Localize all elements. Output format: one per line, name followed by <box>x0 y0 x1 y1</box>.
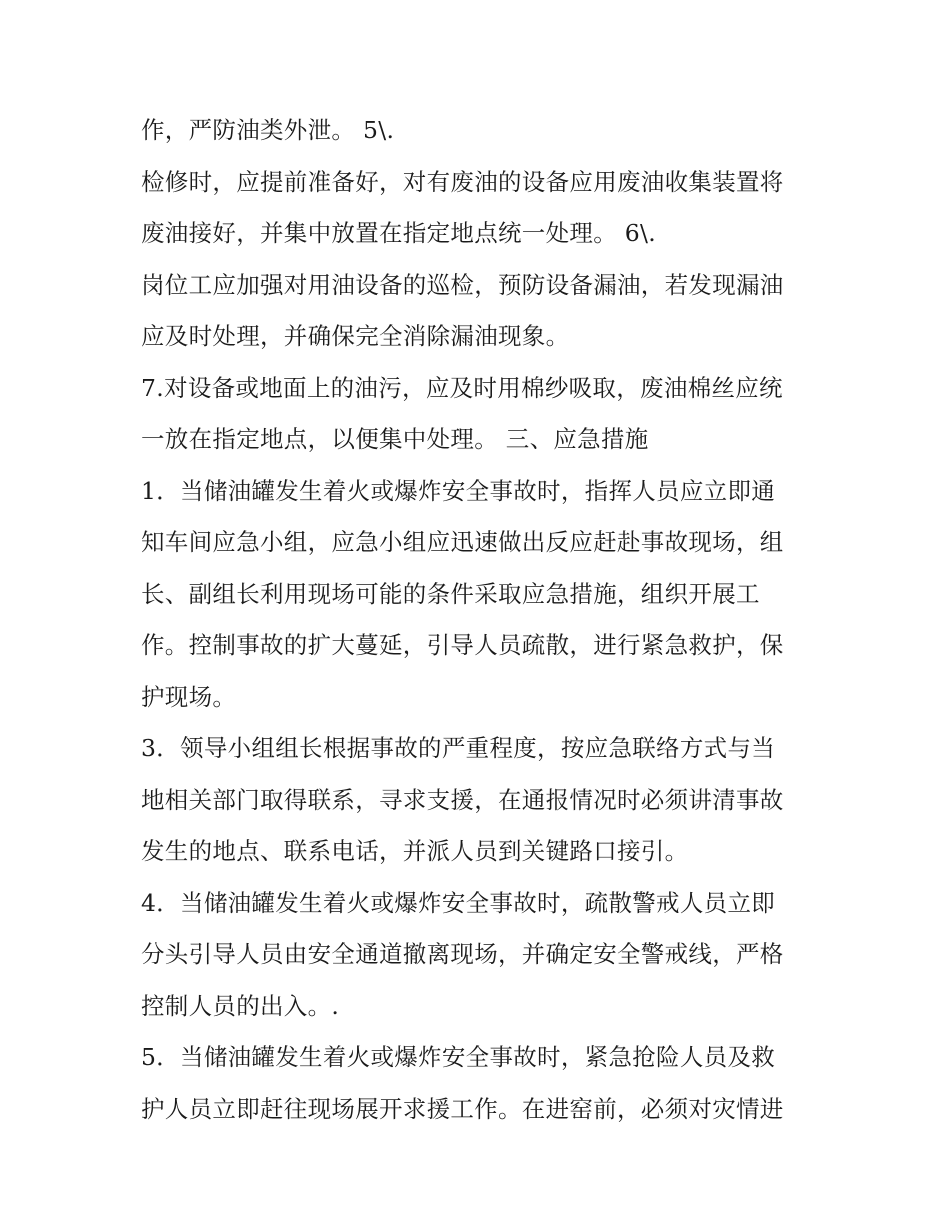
text-line: 7.对设备或地面上的油污，应及时用棉纱吸取，废油棉丝应统 <box>141 373 783 402</box>
text-line: 地相关部门取得联系，寻求支援，在通报情况时必须讲清事故 <box>141 785 784 814</box>
text-line: 护人员立即赶往现场展开求援工作。在进窑前，必须对灾情进 <box>141 1094 784 1123</box>
text-line: 3．领导小组组长根据事故的严重程度，按应急联络方式与当 <box>141 734 776 762</box>
text-line: 检修时，应提前准备好，对有废油的设备应用废油收集装置将 <box>141 167 784 196</box>
text-line: 作。控制事故的扩大蔓延，引导人员疏散，进行紧急救护，保 <box>141 631 784 659</box>
text-line: 发生的地点、联系电话，并派人员到关键路口接引。 <box>141 837 689 865</box>
text-line: 1．当储油罐发生着火或爆炸安全事故时，指挥人员应立即通 <box>141 476 776 505</box>
text-line: 4．当储油罐发生着火或爆炸安全事故时，疏散警戒人员立即 <box>141 888 776 917</box>
text-line: 废油接好，并集中放置在指定地点统一处理。 6\. <box>141 219 657 247</box>
text-line: 知车间应急小组，应急小组应迅速做出反应赶赴事故现场，组 <box>141 528 784 556</box>
text-line: 护现场。 <box>141 682 237 711</box>
text-line: 应及时处理，并确保完全消除漏油现象。 <box>141 322 570 350</box>
document-body <box>141 108 821 1138</box>
text-line: 岗位工应加强对用油设备的巡检，预防设备漏油，若发现漏油 <box>141 270 784 299</box>
text-line: 控制人员的出入。. <box>141 991 340 1020</box>
text-line: 分头引导人员由安全通道撤离现场，并确定安全警戒线，严格 <box>141 940 784 968</box>
text-line: 一放在指定地点，以便集中处理。 三、应急措施 <box>141 425 649 453</box>
text-line: 长、副组长利用现场可能的条件采取应急措施，组织开展工 <box>141 579 760 608</box>
text-line: 5．当储油罐发生着火或爆炸安全事故时，紧急抢险人员及救 <box>141 1043 776 1071</box>
text-line: 作，严防油类外泄。 5\. <box>141 116 395 144</box>
